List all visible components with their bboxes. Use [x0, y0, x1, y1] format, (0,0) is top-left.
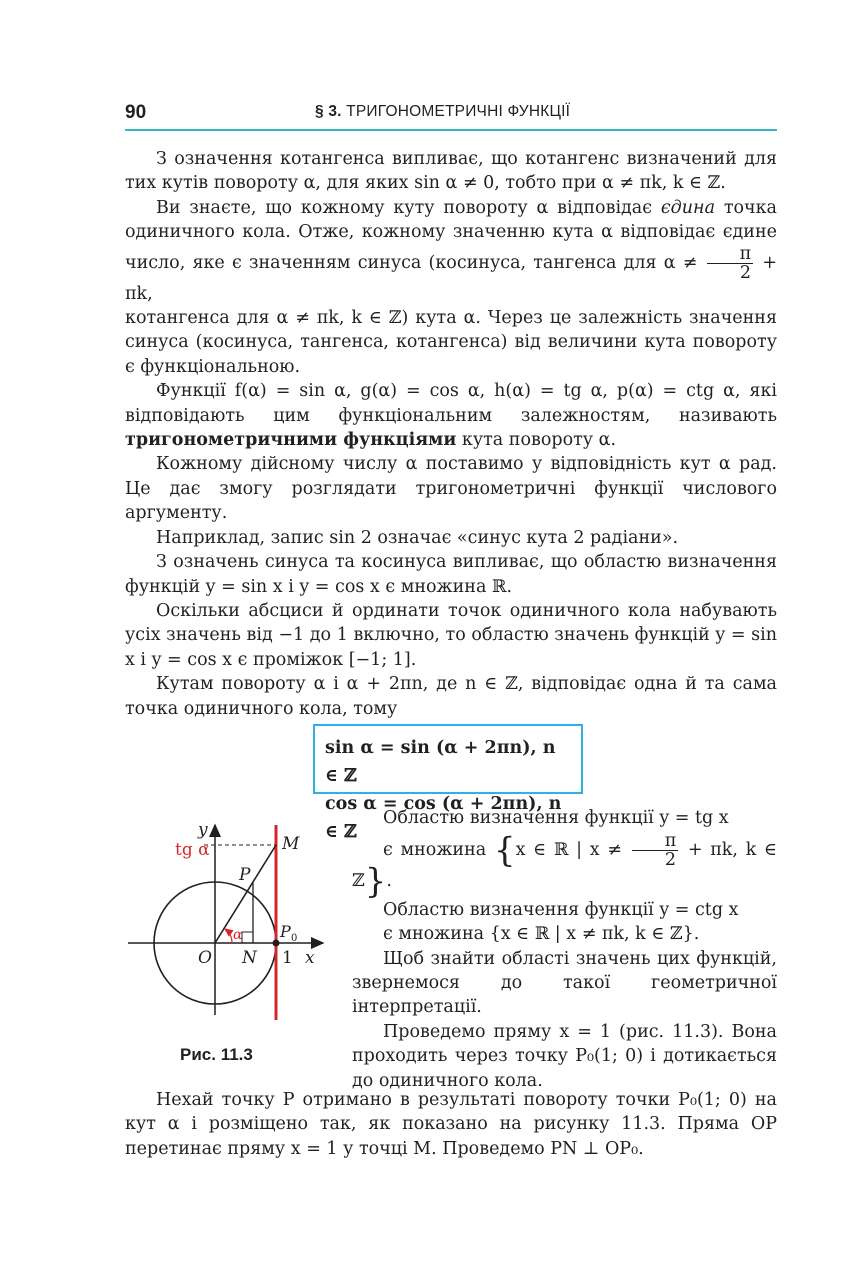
label-p0-subscript: 0: [291, 933, 298, 944]
label-alpha: α: [233, 927, 243, 943]
label-y: y: [198, 820, 208, 840]
paragraph-6: З означень синуса та косинуса випливає, що областю визначення функцій y = sin x і y = cos x є множина ℝ.: [125, 552, 777, 597]
angle-arc: [225, 929, 232, 943]
label-x: x: [305, 948, 315, 968]
bottom-paragraph: Нехай точку P отримано в результаті повороту точки P₀(1; 0) на кут α і розміщено так, як показано на рисунку 11.3. Пряма OP перетинає пряму x = 1 у точці M. Проведемо PN ⊥ OP₀.: [125, 1090, 777, 1159]
set-tg-part-b: + πk, k ∈ ℤ: [352, 840, 777, 892]
right-angle-mark: [242, 932, 253, 943]
brace-open: {: [493, 830, 516, 871]
side-paragraph-3: Щоб знайти області значень цих функцій, звернемося до такої геометричної інтерпретації.: [352, 948, 777, 1018]
main-text: [125, 147, 777, 721]
label-one: 1: [282, 948, 293, 968]
set-end: .: [386, 871, 392, 892]
side-paragraph-2: Областю визначення функції y = ctg x: [383, 899, 739, 920]
paragraph-3-text-a: Функції f(α) = sin α, g(α) = cos α, h(α) = tg α, p(α) = ctg α, які відповідають цим функціональним залежностям, називають: [125, 381, 777, 426]
section-title: ТРИГОНОМЕТРИЧНІ ФУНКЦІЇ: [346, 103, 571, 120]
running-title: [315, 103, 570, 121]
unit-circle-figure: [118, 815, 333, 1025]
paragraph-1: З означення котангенса випливає, що котангенс визначений для тих кутів повороту α, для яких sin α ≠ 0, тобто при α ≠ πk, k ∈ ℤ.: [125, 149, 777, 194]
fraction-denominator: 2: [739, 262, 751, 283]
page-number: 90: [125, 102, 147, 123]
section-number: § 3.: [315, 103, 342, 120]
label-n: N: [242, 948, 257, 968]
set-fraction-numerator: π: [632, 832, 679, 851]
bottom-text: [125, 1088, 777, 1161]
set-ctg-end: .: [693, 924, 700, 945]
paragraph-2-continued: котангенса для α ≠ πk, k ∈ ℤ) кута α. Через це залежність значення синуса (косинуса, тангенса, котангенса) від величини кута повороту є функціональною.: [125, 308, 777, 377]
fraction-numerator: π: [707, 245, 754, 264]
side-text: [352, 806, 777, 1093]
set-tg-part-a: x ∈ ℝ | x ≠: [515, 840, 630, 861]
header-rule: [125, 129, 777, 131]
set-ctg-prefix: є множина: [383, 924, 490, 945]
brace-close-2: }: [682, 924, 694, 945]
point-p0: [273, 940, 280, 947]
label-p0: P: [280, 922, 291, 941]
set-fraction: [632, 832, 679, 869]
paragraph-2-text-a: Ви знаєте, що кожному куту повороту α відповідає: [156, 197, 661, 218]
side-set-ctg: [352, 922, 777, 946]
paragraph-8: Кутам повороту α і α + 2πn, де n ∈ ℤ, відповідає одна й та сама точка одиничного кола, тому: [125, 674, 777, 719]
paragraph-2: [125, 196, 777, 306]
fraction-pi-over-2: [707, 245, 754, 282]
side-paragraph-4: Проведемо пряму x = 1 (рис. 11.3). Вона проходить через точку P₀(1; 0) і дотикається до одиничного кола.: [352, 1021, 777, 1091]
paragraph-2-text-c: + πk,: [125, 252, 777, 304]
brace-open-2: {: [489, 924, 501, 945]
set-prefix: є множина: [383, 840, 494, 861]
ray-om: [215, 845, 276, 943]
paragraph-2-text-b: точка одиничного кола. Отже, кожному значенню кута α відповідає єдине число, яке є значенням синуса (косинуса, тангенса для α ≠: [125, 197, 777, 273]
label-p: P: [239, 865, 251, 885]
figure-caption: Рис. 11.3: [180, 1045, 253, 1064]
side-set-tg: [352, 830, 777, 902]
paragraph-4: Кожному дійсному числу α поставимо у відповідність кут α рад. Це дає змогу розглядати тригонометричні функції числового аргументу.: [125, 454, 777, 524]
paragraph-2-emphasis: єдина: [660, 197, 715, 218]
label-m: M: [282, 834, 300, 854]
brace-close: }: [364, 861, 387, 902]
label-o: O: [198, 948, 212, 968]
label-tg-alpha: tg α: [175, 840, 210, 860]
unit-circle-diagram: [118, 815, 333, 1025]
paragraph-3: [125, 379, 777, 452]
paragraph-5: Наприклад, запис sin 2 означає «синус кута 2 радіани».: [156, 527, 679, 548]
paragraph-7: Оскільки абсциси й ординати точок одиничного кола набувають усіх значень від −1 до 1 включно, то областю значень функцій y = sin x і y = cos x є проміжок [−1; 1].: [125, 600, 777, 670]
set-ctg-body: x ∈ ℝ | x ≠ πk, k ∈ ℤ: [500, 924, 683, 945]
formula-sin-period: sin α = sin (α + 2πn), n ∈ ℤ: [325, 738, 556, 786]
side-paragraph-1: Областю визначення функції y = tg x: [383, 808, 729, 828]
set-fraction-denominator: 2: [664, 850, 677, 871]
page-header: [125, 98, 777, 128]
paragraph-3-text-b: кута повороту α.: [456, 430, 617, 451]
formula-cos-period: cos α = cos (α + 2πn), n ∈ ℤ: [325, 794, 562, 842]
term-trig-functions: тригонометричними функціями: [125, 430, 457, 451]
